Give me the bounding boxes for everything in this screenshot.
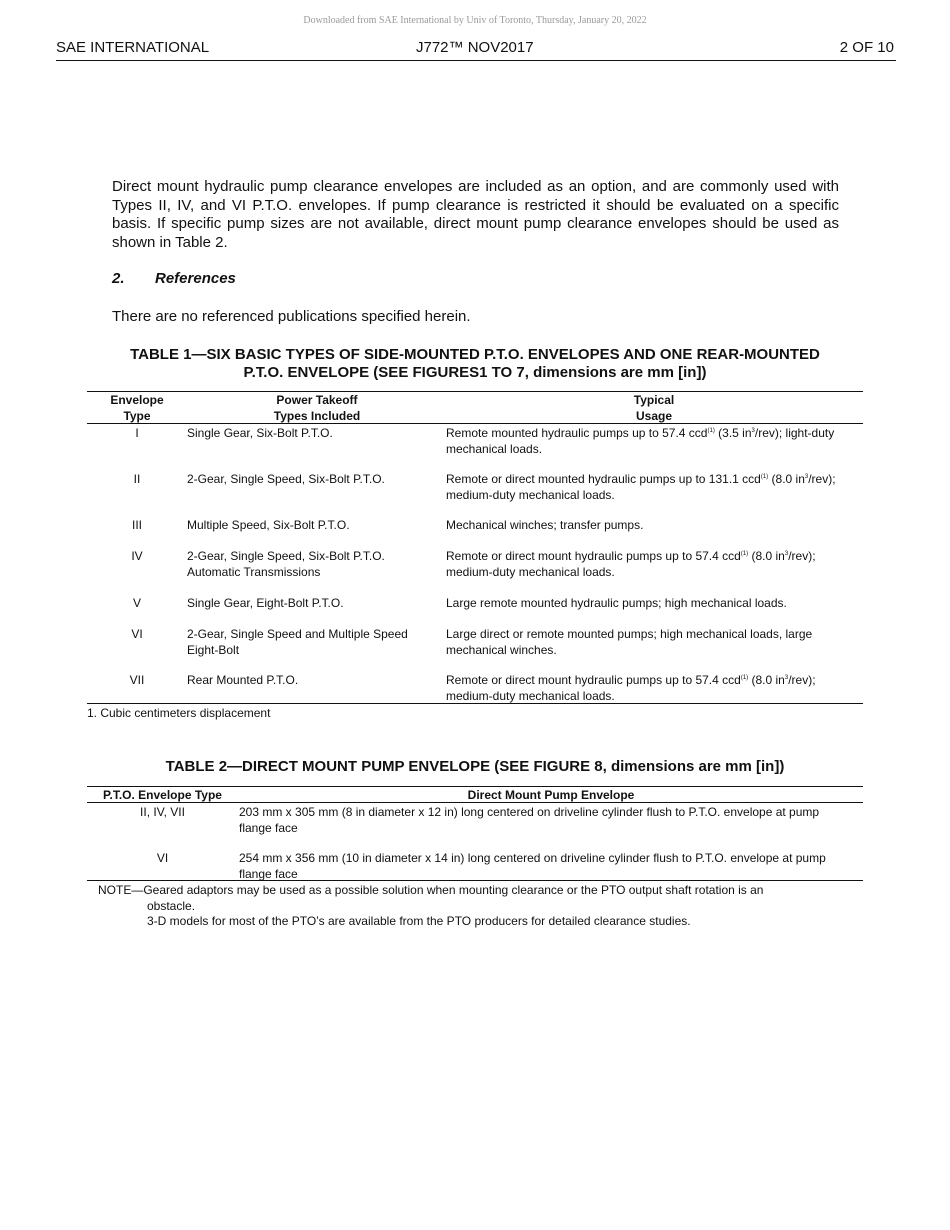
usage-text: Large direct or remote mounted pumps; high mechanical loads, large <box>446 627 813 641</box>
header-page-number: 2 OF 10 <box>839 39 894 56</box>
page-header <box>56 38 896 61</box>
usage-text: mechanical winches. <box>446 642 557 657</box>
table-row-type: IV <box>131 549 143 563</box>
table-row-type: VII <box>129 673 145 687</box>
table2-note <box>98 883 763 930</box>
table2-header-rule <box>87 802 863 803</box>
footnote-mark: (1) <box>740 551 749 557</box>
usage-text: Remote or direct mount hydraulic pumps up to 57.4 ccd <box>446 673 741 687</box>
usage-text: Remote mounted hydraulic pumps up to 57.4 ccd <box>446 426 708 440</box>
header-text: Envelope <box>110 393 164 407</box>
header-document-id: J772™ NOV2017 <box>416 39 534 56</box>
header-text: Usage <box>635 408 673 423</box>
footnote-mark: (1) <box>740 675 749 681</box>
included-text: Automatic Transmissions <box>187 564 321 579</box>
section-text: There are no referenced publications specified herein. <box>112 308 471 325</box>
superscript: 3 <box>804 474 809 480</box>
table-row-included <box>187 627 408 658</box>
usage-text: medium-duty mechanical loads. <box>446 688 615 703</box>
usage-text: medium-duty mechanical loads. <box>446 487 615 502</box>
included-text: 2-Gear, Single Speed and Multiple Speed <box>187 627 408 641</box>
table-row-included: Rear Mounted P.T.O. <box>187 673 299 687</box>
table-row-included <box>187 549 385 580</box>
table2-bottom-rule <box>87 880 863 881</box>
download-watermark: Downloaded from SAE International by Univ of Toronto, Thursday, January 20, 2022 <box>303 15 647 26</box>
table1-caption-line1: TABLE 1—SIX BASIC TYPES OF SIDE-MOUNTED P.T.O. ENVELOPES AND ONE REAR-MOUNTED <box>130 346 820 363</box>
table1-header-envelope-type <box>96 393 178 424</box>
usage-text: (8.0 in <box>748 673 785 687</box>
footnote-mark: (1) <box>760 474 769 480</box>
table1-footnote: 1. Cubic centimeters displacement <box>87 706 271 720</box>
table1-header-power-takeoff <box>187 393 447 424</box>
envelope-text: 203 mm x 305 mm (8 in diameter x 12 in) long centered on driveline cylinder flush to P.T.O. envelope at pump <box>239 805 820 819</box>
envelope-text: 254 mm x 356 mm (10 in diameter x 14 in) long centered on driveline cylinder flush to P.T.O. envelope at pump <box>239 851 826 865</box>
table2-top-rule <box>87 786 863 787</box>
usage-text: (8.0 in <box>748 549 785 563</box>
table1-caption <box>87 346 863 382</box>
note-text: NOTE—Geared adaptors may be used as a possible solution when mounting clearance or the PTO output shaft rotation is an <box>98 883 764 897</box>
included-text: Eight-Bolt <box>187 642 240 657</box>
table-row-type: II <box>133 472 141 486</box>
table1-caption-line2: P.T.O. ENVELOPE (SEE FIGURES1 TO 7, dimensions are mm [in]) <box>243 364 707 381</box>
table-row-usage <box>446 627 866 658</box>
superscript: 3 <box>751 428 755 434</box>
header-text: Types Included <box>273 408 361 423</box>
superscript: 3 <box>784 675 789 681</box>
table-row-included: Single Gear, Six-Bolt P.T.O. <box>187 426 333 440</box>
usage-text: Remote or direct mount hydraulic pumps up to 57.4 ccd <box>446 549 741 563</box>
footnote-mark: (1) <box>707 428 715 434</box>
table-row-type: VI <box>131 627 143 641</box>
note-text: obstacle. <box>147 898 196 913</box>
usage-text: /rev); <box>788 549 816 563</box>
header-text: Typical <box>633 393 675 407</box>
header-text: Power Takeoff <box>276 393 358 407</box>
table-row-included: Single Gear, Eight-Bolt P.T.O. <box>187 596 344 610</box>
table2-caption: TABLE 2—DIRECT MOUNT PUMP ENVELOPE (SEE FIGURE 8, dimensions are mm [in]) <box>165 758 785 775</box>
table-row-included: 2-Gear, Single Speed, Six-Bolt P.T.O. <box>187 472 385 486</box>
included-text: 2-Gear, Single Speed, Six-Bolt P.T.O. <box>187 549 385 563</box>
table1-header-typical-usage <box>446 393 862 424</box>
header-text: Type <box>123 408 151 423</box>
usage-text: Remote or direct mounted hydraulic pumps up to 131.1 ccd <box>446 472 761 486</box>
table-row-usage: Large remote mounted hydraulic pumps; high mechanical loads. <box>446 596 787 610</box>
table-row-usage <box>446 426 866 457</box>
table-row-type: VI <box>156 851 169 865</box>
table-row-type: I <box>135 426 139 440</box>
table-row-envelope <box>239 805 864 836</box>
table2-header-envelope-type: P.T.O. Envelope Type <box>103 788 222 802</box>
intro-paragraph: Direct mount hydraulic pump clearance envelopes are included as an option, and are commonly used with Types II, IV, and VI P.T.O. envelopes. If pump clearance is restricted it should be evaluated on a specific basis. If specific pump sizes are not available, direct mount pump clearance envelopes should be used as shown in Table 2. <box>112 178 839 251</box>
usage-text: /rev); <box>808 472 836 486</box>
note-text: 3-D models for most of the PTO’s are available from the PTO producers for detailed clearance studies. <box>147 914 691 928</box>
usage-text: (8.0 in <box>768 472 805 486</box>
section-number: 2. <box>112 270 125 287</box>
table-row-usage <box>446 472 866 503</box>
table-row-type: V <box>132 596 141 610</box>
table-row-usage <box>446 549 866 580</box>
envelope-text: flange face <box>239 866 298 881</box>
superscript: 3 <box>784 551 789 557</box>
table-row-type: II, IV, VII <box>140 805 185 819</box>
table-row-included: Multiple Speed, Six-Bolt P.T.O. <box>187 518 350 532</box>
usage-text: /rev); <box>788 673 816 687</box>
table-row-type: III <box>131 518 142 532</box>
usage-text: (3.5 in <box>714 426 752 440</box>
table-row-usage <box>446 673 866 704</box>
envelope-text: flange face <box>239 820 298 835</box>
table-row-usage: Mechanical winches; transfer pumps. <box>446 518 644 532</box>
table1-header-rule <box>87 423 863 424</box>
usage-text: medium-duty mechanical loads. <box>446 564 615 579</box>
table1-bottom-rule <box>87 703 863 704</box>
usage-text: /rev); light-duty <box>754 426 835 440</box>
table-row-envelope <box>239 851 864 882</box>
table2-header-pump-envelope: Direct Mount Pump Envelope <box>467 788 635 802</box>
section-heading <box>112 270 236 287</box>
usage-text: mechanical loads. <box>446 441 543 456</box>
table1-top-rule <box>87 391 863 392</box>
section-title: References <box>155 270 236 287</box>
header-organization: SAE INTERNATIONAL <box>56 39 210 56</box>
